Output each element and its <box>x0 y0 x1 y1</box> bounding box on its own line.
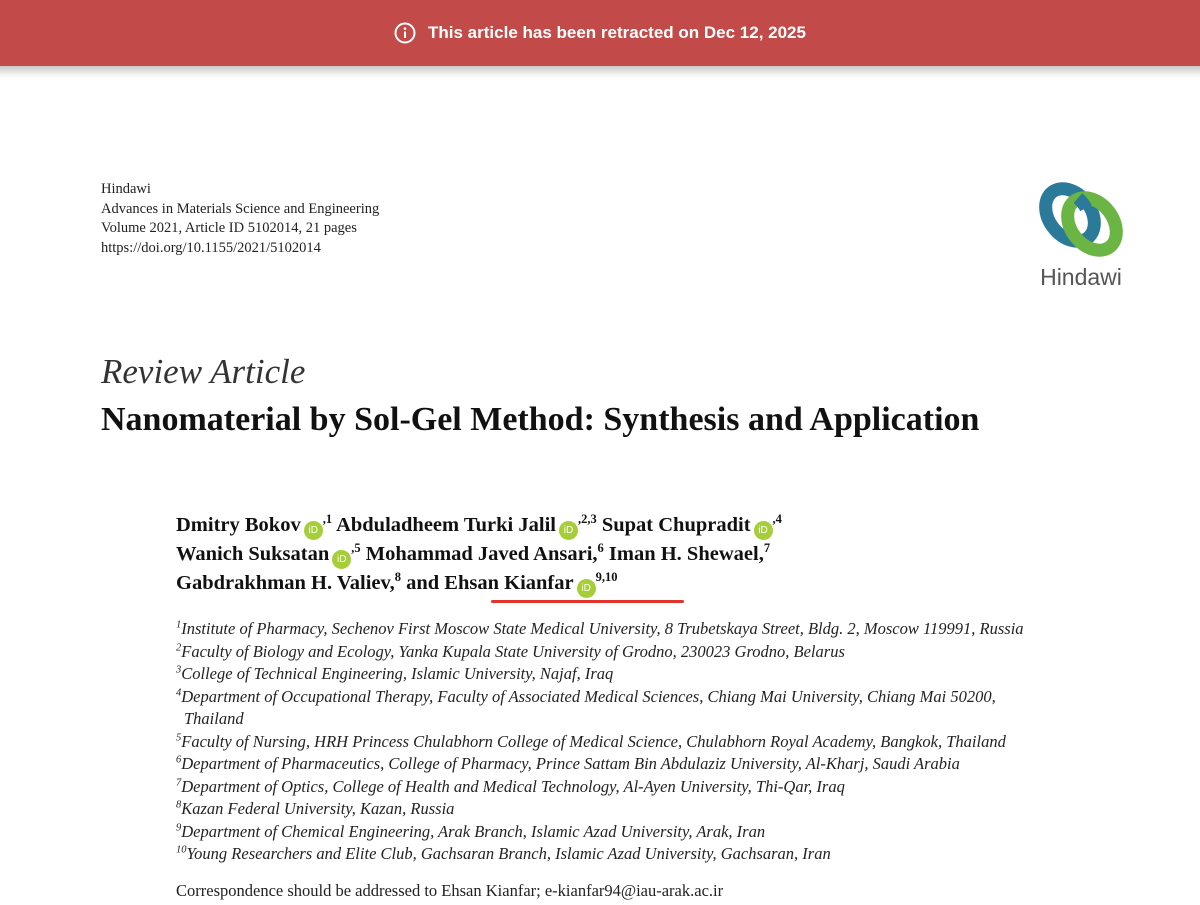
hindawi-logo-mark-icon <box>1026 180 1136 260</box>
author-name[interactable]: Iman H. Shewael <box>608 543 759 565</box>
affiliation: $^5$Faculty of Nursing, HRH Princess Chulabhorn College of Medical Science, Chulabhorn Royal Academy, Bangkok, Thailand <box>176 731 1006 751</box>
affiliation: $^6$Department of Pharmaceutics, College of Pharmacy, Prince Sattam Bin Abdulaziz University, Al-Kharj, Saudi Arabia <box>176 754 960 773</box>
author-name[interactable]: Abduladheem Turki Jalil <box>336 514 556 536</box>
author-affiliation-ref: 9,10 <box>595 570 618 585</box>
correspondence-line: Correspondence should be addressed to Ehsan Kianfar; e-kianfar94@iau-arak.ac.ir <box>176 881 724 900</box>
orcid-icon[interactable]: iD <box>577 579 596 598</box>
hindawi-logo-text: Hindawi <box>1040 264 1122 290</box>
author-affiliation-ref: 7 <box>763 541 771 556</box>
volume-info: Volume 2021, Article ID 5102014, 21 pages <box>101 220 357 236</box>
affiliation: $^1$Institute of Pharmacy, Sechenov First Moscow State Medical University, 8 Trubetskaya Street, Bldg. 2, Moscow 119991, Russia <box>176 619 1024 638</box>
orcid-icon[interactable]: iD <box>332 550 351 569</box>
author-line-2: Wanich Suksatan $iD^{,5}$ Mohammad Javed Ansari,$^6$ Iman H. Shewael,$^7$ <box>176 540 782 569</box>
journal-name: Advances in Materials Science and Engineering <box>101 200 380 217</box>
retraction-notice: This article has been retracted on Dec 12, 2025 <box>428 23 806 42</box>
highlight-underline <box>491 600 684 603</box>
author-affiliation-ref: ,1 <box>322 512 333 527</box>
author-name[interactable]: Mohammad Javed Ansari <box>365 543 593 565</box>
author-name[interactable]: Ehsan Kianfar <box>444 572 574 594</box>
orcid-icon[interactable]: iD <box>304 521 323 540</box>
author-affiliation-ref: ,2,3 <box>577 512 597 527</box>
affiliation-continuation: Thailand <box>184 709 244 728</box>
author-line-1 <box>176 511 782 540</box>
hindawi-logo <box>1026 180 1136 290</box>
affiliation: $^2$Faculty of Biology and Ecology, Yanka Kupala State University of Grodno, 230023 Grodno, Belarus <box>176 641 845 661</box>
affiliation-list <box>176 618 1024 866</box>
affiliation: $^8$Kazan Federal University, Kazan, Russia <box>176 799 455 818</box>
affiliation: $^{10}$Young Researchers and Elite Club, Gachsaran Branch, Islamic Azad University, Gachsaran, Iran <box>176 844 831 863</box>
author-name[interactable]: Gabdrakhman H. Valiev <box>176 572 390 594</box>
publication-info <box>101 180 379 258</box>
author-affiliation-ref: 6 <box>597 541 604 556</box>
author-affiliation-ref: 8 <box>394 570 401 585</box>
retraction-banner <box>0 0 1200 66</box>
info-circle-icon <box>394 22 416 44</box>
author-name[interactable]: Wanich Suksatan <box>176 543 330 565</box>
author-line-3: Gabdrakhman H. Valiev,$^8$ and Ehsan Kianfar iD$^{9,10}$ <box>176 569 782 598</box>
author-list <box>176 511 782 598</box>
author-affiliation-ref: ,5 <box>351 541 361 556</box>
author-affiliation-ref: ,4 <box>772 512 782 527</box>
highlighted-author <box>444 572 595 594</box>
author-name[interactable]: Dmitry Bokov <box>176 514 301 536</box>
article-type: Review Article <box>101 352 306 391</box>
article-title: Nanomaterial by Sol-Gel Method: Synthesis and Application <box>101 401 980 438</box>
affiliation: $^3$College of Technical Engineering, Islamic University, Najaf, Iraq <box>176 664 614 683</box>
publisher-name: Hindawi <box>101 181 151 197</box>
conjunction: and <box>406 572 440 594</box>
banner-shadow <box>0 66 1200 78</box>
affiliation: $^7$Department of Optics, College of Health and Medical Technology, Al-Ayen University, Thi-Qar, Iraq <box>176 776 845 796</box>
author-name[interactable]: Supat Chupradit <box>601 514 751 536</box>
doi-link[interactable]: https://doi.org/10.1155/2021/5102014 <box>101 239 321 256</box>
orcid-icon[interactable]: iD <box>559 521 578 540</box>
affiliation: $^4$Department of Occupational Therapy, Faculty of Associated Medical Sciences, Chiang Mai University, Chiang Mai 50200, <box>176 686 996 706</box>
orcid-icon[interactable]: iD <box>754 521 773 540</box>
affiliation: $^9$Department of Chemical Engineering, Arak Branch, Islamic Azad University, Arak, Iran <box>176 821 766 841</box>
